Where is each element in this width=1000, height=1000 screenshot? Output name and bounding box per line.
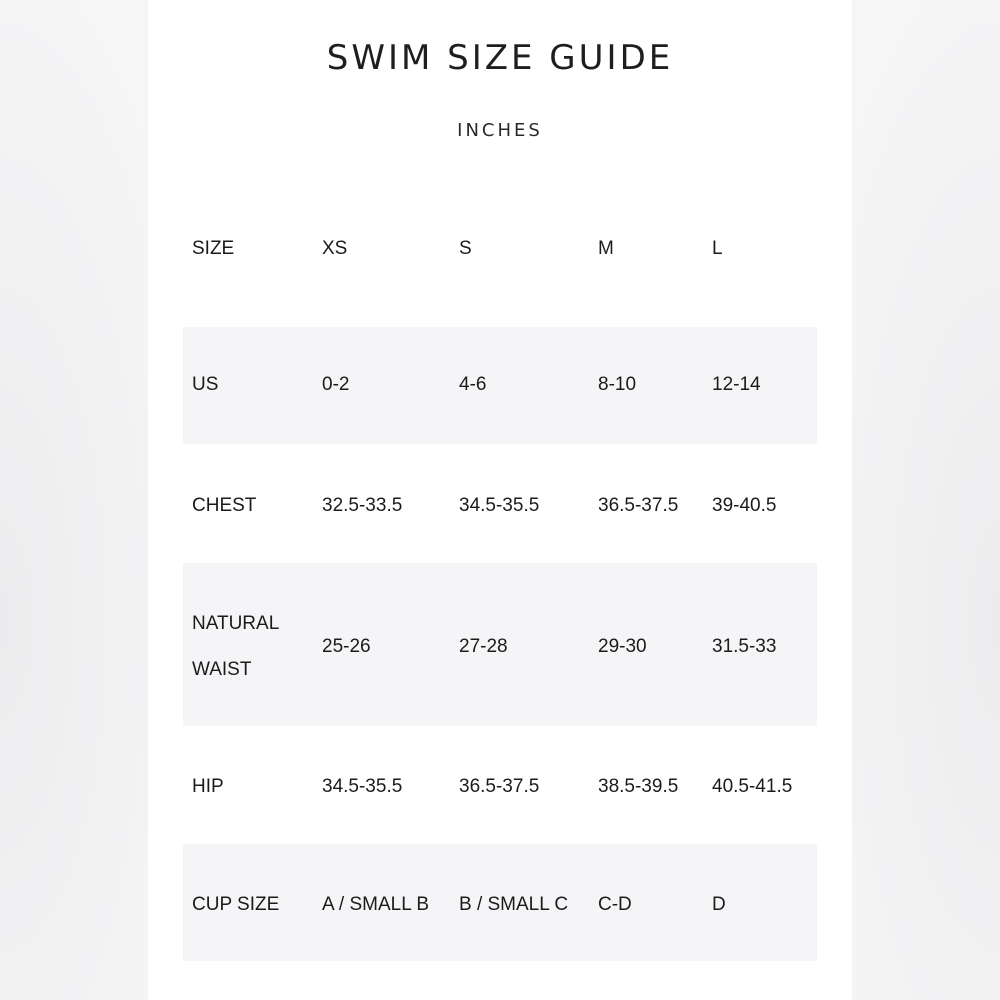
table-cell: 27-28 [459, 636, 508, 657]
table-cell: 36.5-37.5 [459, 776, 540, 797]
table-cell: 29-30 [598, 636, 647, 657]
header-cell-l: L [712, 238, 723, 259]
table-cell: B / SMALL C [459, 894, 569, 915]
table-cell: 4-6 [459, 374, 487, 395]
table-cell: 32.5-33.5 [322, 495, 403, 516]
header-cell-s: S [459, 238, 472, 259]
table-header-row [183, 226, 817, 272]
row-label-cup-size: CUP SIZE [192, 894, 280, 915]
table-cell: 39-40.5 [712, 495, 777, 516]
table-row-chest [183, 444, 817, 563]
table-cell: 34.5-35.5 [322, 776, 403, 797]
table-row-cup-size [183, 844, 817, 961]
table-row-natural-waist [183, 563, 817, 726]
table-cell: 40.5-41.5 [712, 776, 793, 797]
table-cell: D [712, 894, 726, 915]
table-cell: 38.5-39.5 [598, 776, 679, 797]
table-cell: C-D [598, 894, 632, 915]
table-cell: 12-14 [712, 374, 761, 395]
header-cell-m: M [598, 238, 614, 259]
row-label-natural: NATURAL [192, 613, 280, 634]
table-cell: 36.5-37.5 [598, 495, 679, 516]
table-row-hip [183, 726, 817, 844]
table-cell: 8-10 [598, 374, 637, 395]
table-cell: 34.5-35.5 [459, 495, 540, 516]
row-label-hip: HIP [192, 776, 224, 797]
table-cell: 31.5-33 [712, 636, 777, 657]
row-label-waist: WAIST [192, 659, 252, 680]
row-label-chest: CHEST [192, 495, 257, 516]
header-cell-size: SIZE [192, 238, 235, 259]
table-row-us [183, 327, 817, 444]
page-title: SWIM SIZE GUIDE [326, 38, 674, 78]
header-cell-xs: XS [322, 238, 348, 259]
table-cell: 0-2 [322, 374, 350, 395]
row-label-us: US [192, 374, 219, 395]
table-cell: 25-26 [322, 636, 371, 657]
unit-label: INCHES [457, 120, 543, 141]
table-cell: A / SMALL B [322, 894, 430, 915]
